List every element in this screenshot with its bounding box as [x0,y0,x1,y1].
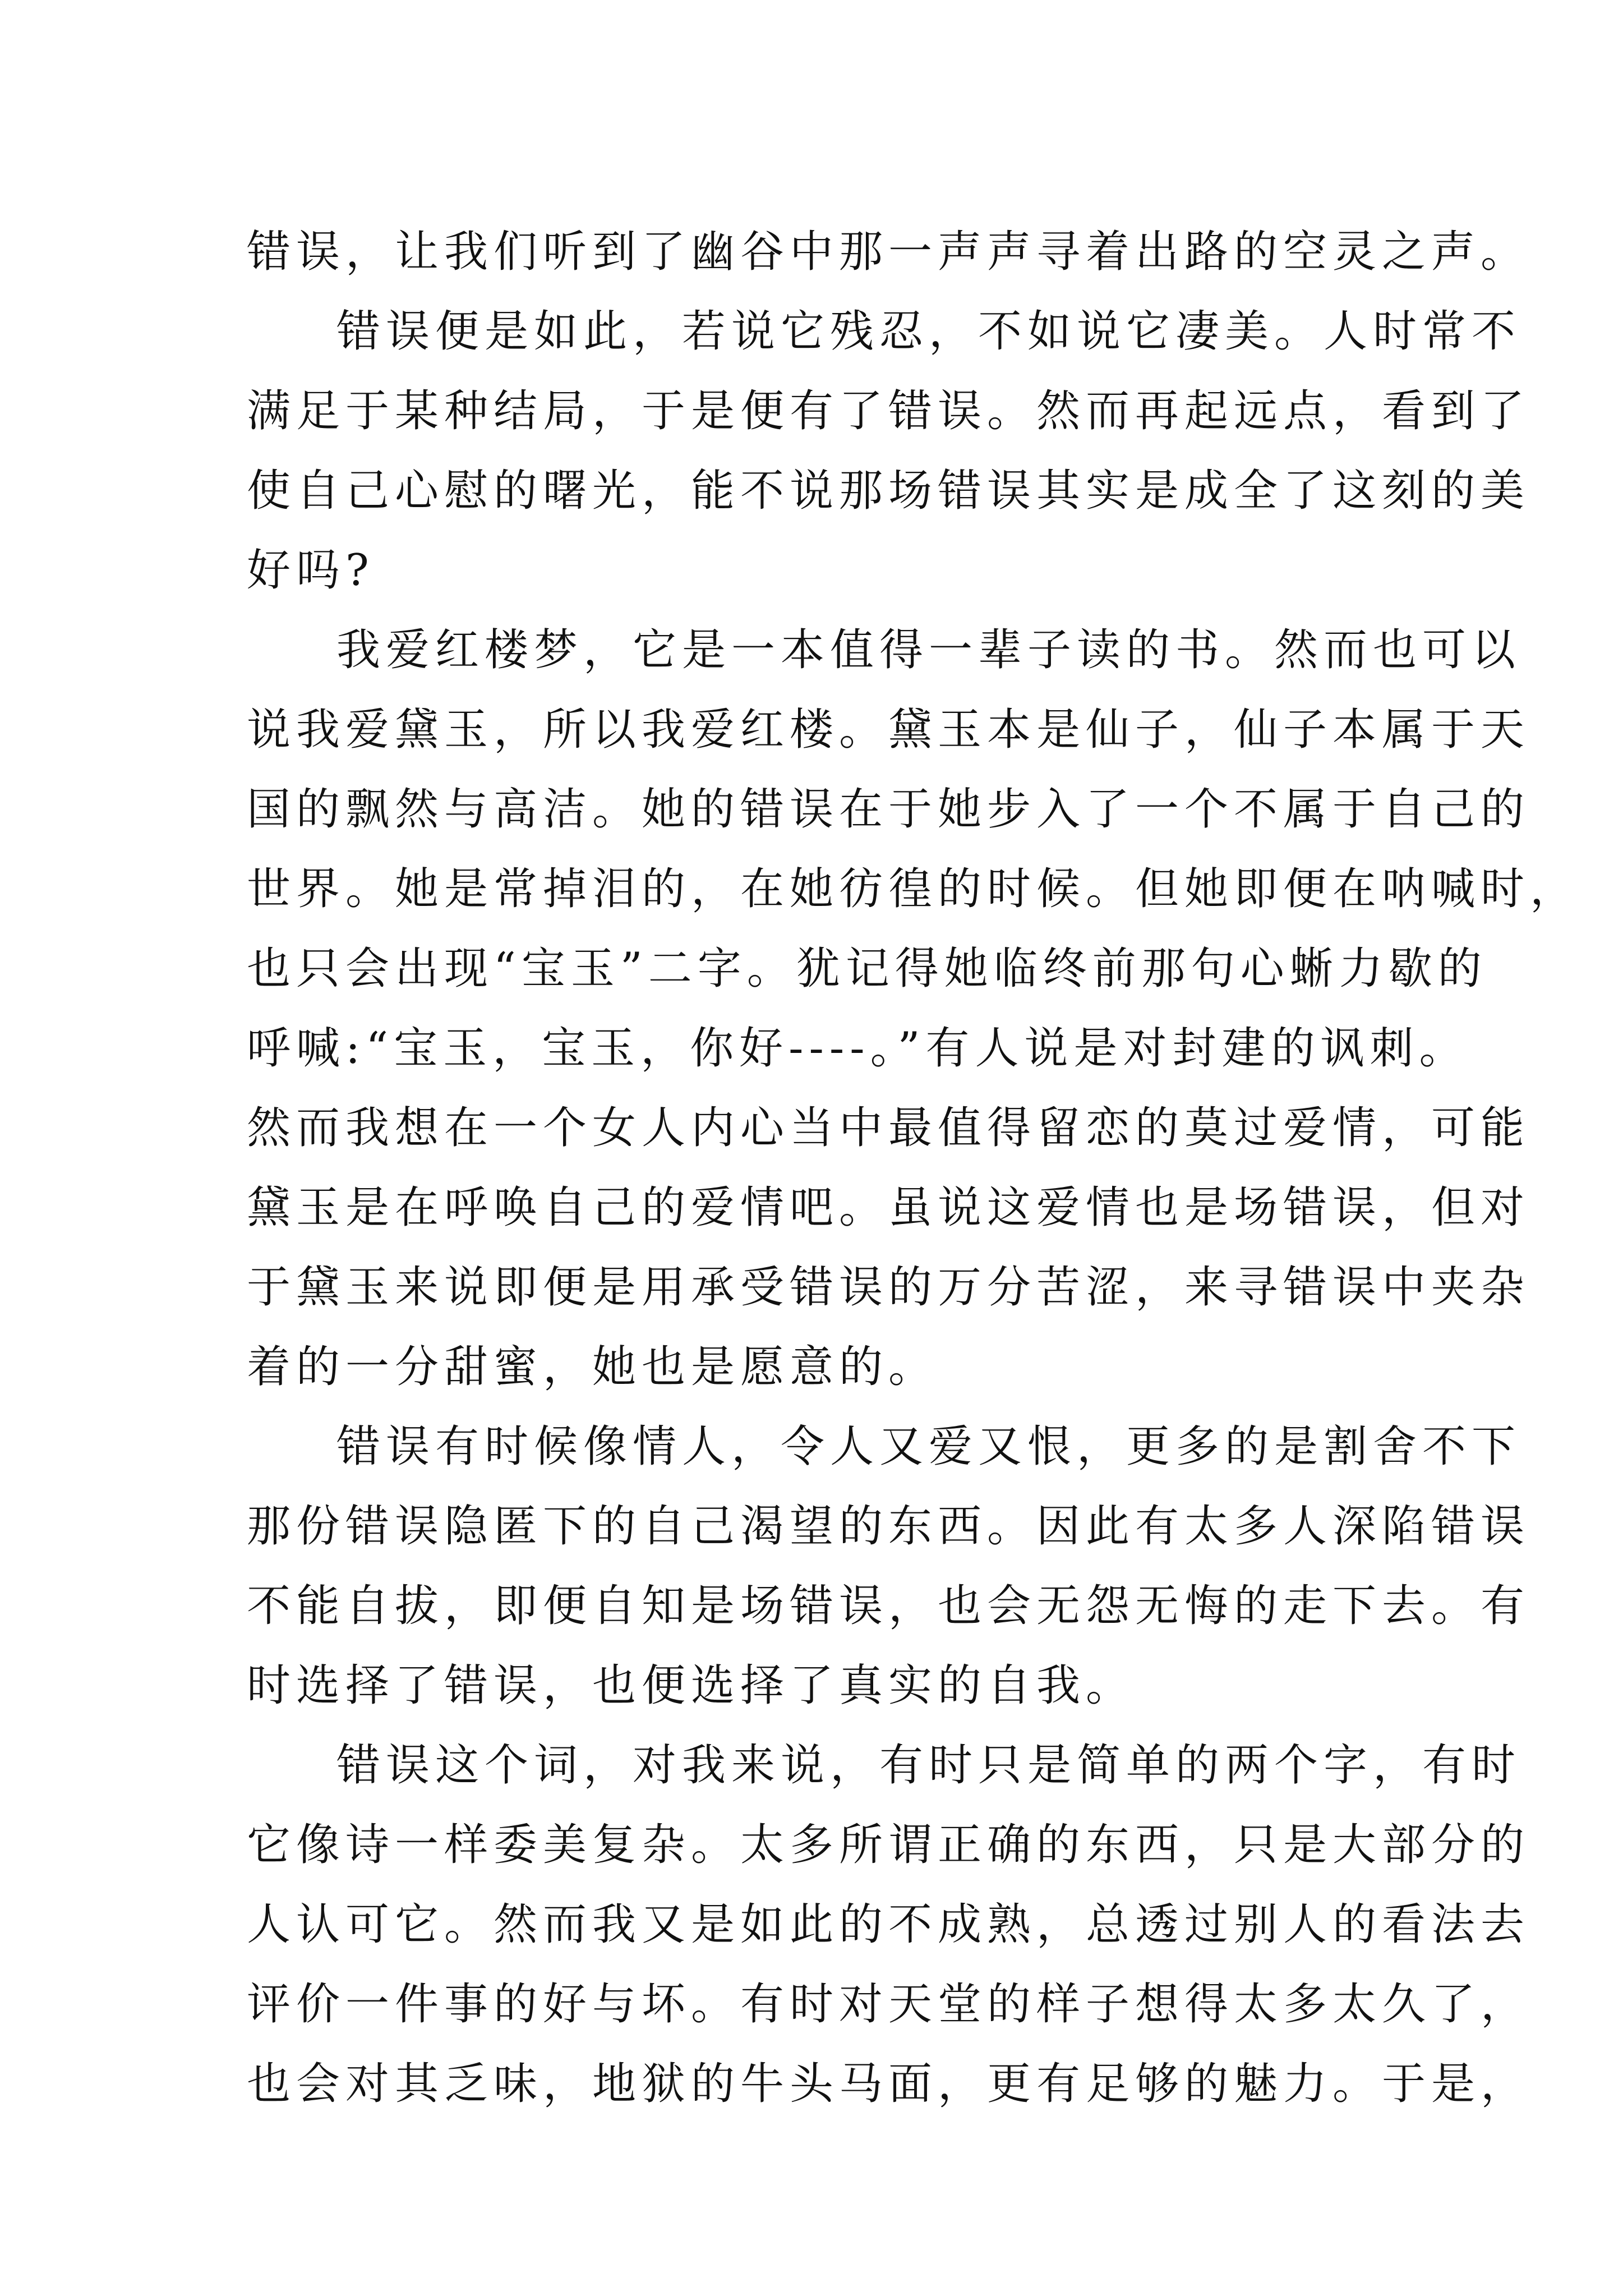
text-line: 也只会出现“宝玉”二字。犹记得她临终前那句心蜥力歇的 [247,944,1487,994]
text-line: 好吗? [247,545,375,596]
text-line: 错误，让我们听到了幽谷中那一声声寻着出路的空灵之声。 [247,227,1530,277]
text-line: 国的飘然与高洁。她的错误在于她步入了一个不属于自己的 [247,784,1530,835]
text-line: 时选择了错误，也便选择了真实的自我。 [247,1660,1136,1711]
text-line: 黛玉是在呼唤自己的爱情吧。虽说这爱情也是场错误，但对 [247,1182,1530,1233]
text-line: 呼喊:“宝玉，宝玉，你好----。”有人说是对封建的讽刺。 [247,1023,1469,1074]
paragraph-start-line: 错误这个词，对我来说，有时只是简单的两个字，有时 [336,1740,1521,1791]
text-line: 不能自拔，即便自知是场错误，也会无怨无悔的走下去。有 [247,1581,1530,1631]
text-line: 那份错误隐匿下的自己渴望的东西。因此有太多人深陷错误 [247,1501,1530,1552]
text-line: 也会对其乏味，地狱的牛头马面，更有足够的魅力。于是， [247,2059,1530,2109]
text-line: 然而我想在一个女人内心当中最值得留恋的莫过爱情，可能 [247,1103,1530,1153]
text-line: 使自己心慰的曙光，能不说那场错误其实是成全了这刻的美 [247,466,1530,516]
text-line: 着的一分甜蜜，她也是愿意的。 [247,1342,938,1392]
text-line: 满足于某种结局，于是便有了错误。然而再起远点，看到了 [247,386,1530,436]
paragraph-start-line: 我爱红楼梦，它是一本值得一辈子读的书。然而也可以 [336,625,1521,675]
text-line: 评价一件事的好与坏。有时对天堂的样子想得太多太久了， [247,1979,1530,2030]
text-line: 于黛玉来说即便是用承受错误的万分苦涩，来寻错误中夹杂 [247,1262,1530,1313]
text-line: 说我爱黛玉，所以我爱红楼。黛玉本是仙子，仙子本属于天 [247,705,1530,755]
paragraph-start-line: 错误有时候像情人，令人又爱又恨，更多的是割舍不下 [336,1421,1521,1472]
text-line: 它像诗一样委美复杂。太多所谓正确的东西，只是大部分的 [247,1820,1530,1870]
paragraph-start-line: 错误便是如此，若说它残忍，不如说它凄美。人时常不 [336,306,1521,357]
text-line: 人认可它。然而我又是如此的不成熟，总透过别人的看法去 [247,1899,1530,1950]
document-body [247,212,1580,2124]
text-line: 世界。她是常掉泪的，在她彷徨的时候。但她即便在呐喊时， [247,864,1580,914]
